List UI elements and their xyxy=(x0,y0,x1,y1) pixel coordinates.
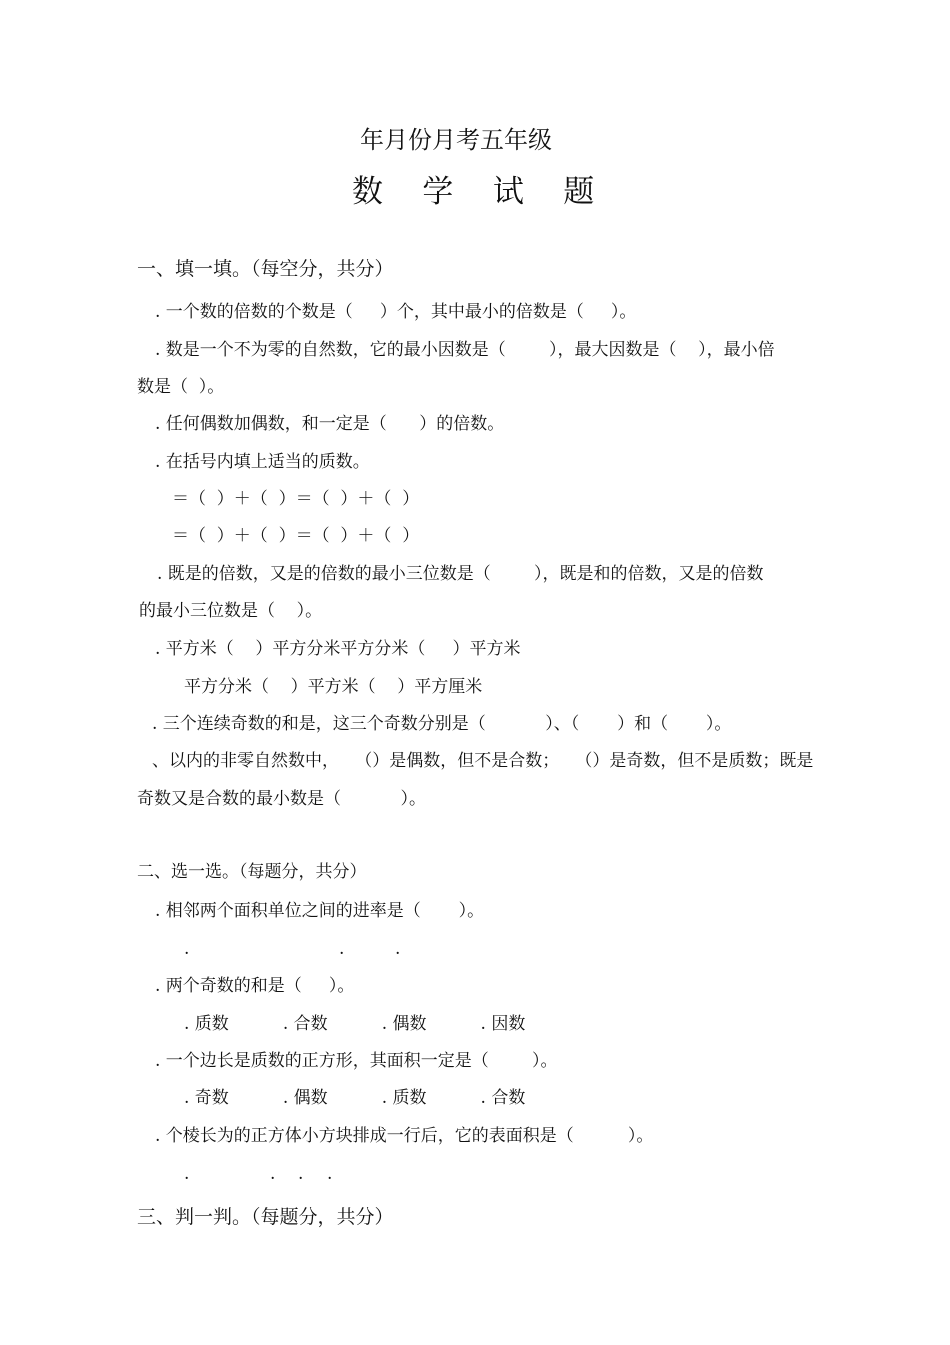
question-2-line1: . 数是一个不为零的自然数，它的最小因数是（ ），最大因数是（ ），最小倍 xyxy=(155,340,775,360)
choice-option: . xyxy=(184,1164,190,1184)
question-6-line1: . 平方米（ ）平方分米平方分米（ ）平方米 xyxy=(155,639,521,659)
choice-option: . xyxy=(395,939,401,959)
exam-subtitle: 年月份月考五年级 xyxy=(360,126,552,154)
section-heading: 二、选一选。（每题分，共分） xyxy=(137,862,367,882)
exam-title: 数 学 试 题 xyxy=(352,174,595,210)
question-6-line2: 平方分米（ ）平方米（ ）平方厘米 xyxy=(184,677,483,697)
question-3: . 任何偶数加偶数，和一定是（ ）的倍数。 xyxy=(155,414,505,434)
question-4: . 在括号内填上适当的质数。 xyxy=(155,452,370,472)
question-2-line2: 数是（ ）。 xyxy=(137,377,225,397)
choice-options: . 奇数 . 偶数 . 质数 . 合数 xyxy=(184,1088,526,1108)
choice-question-3: . 一个边长是质数的正方形，其面积一定是（ ）。 xyxy=(155,1051,558,1071)
question-5-line1: . 既是的倍数，又是的倍数的最小三位数是（ ），既是和的倍数，又是的倍数 xyxy=(157,564,764,584)
question-7: . 三个连续奇数的和是，这三个奇数分别是（ ）、（ ）和（ ）。 xyxy=(152,714,732,734)
choice-question-1: . 相邻两个面积单位之间的进率是（ ）。 xyxy=(155,901,485,921)
question-4-row-2: ＝（ ）＋（ ）＝（ ）＋（ ） xyxy=(172,526,420,546)
choice-options: . 质数 . 合数 . 偶数 . 因数 xyxy=(184,1014,526,1034)
choice-question-4: . 个棱长为的正方体小方块排成一行后，它的表面积是（ ）。 xyxy=(155,1126,654,1146)
choice-option: . xyxy=(327,1164,333,1184)
choice-option: . xyxy=(270,1164,276,1184)
question-1: . 一个数的倍数的个数是（ ）个，其中最小的倍数是（ ）。 xyxy=(155,302,637,322)
choice-question-2: . 两个奇数的和是（ ）。 xyxy=(155,976,355,996)
question-8-line1: 、以内的非零自然数中， （）是偶数，但不是合数； （）是奇数，但不是质数；既是 xyxy=(152,751,814,771)
choice-option: . xyxy=(184,939,190,959)
section-heading: 一、填一填。（每空分，共分） xyxy=(137,258,394,280)
choice-option: . xyxy=(298,1164,304,1184)
question-4-row-1: ＝（ ）＋（ ）＝（ ）＋（ ） xyxy=(172,489,420,509)
choice-option: . xyxy=(339,939,345,959)
question-5-line2: 的最小三位数是（ ）。 xyxy=(139,601,323,621)
section-heading: 三、判一判。（每题分，共分） xyxy=(137,1206,394,1228)
question-8-line2: 奇数又是合数的最小数是（ ）。 xyxy=(137,789,426,809)
